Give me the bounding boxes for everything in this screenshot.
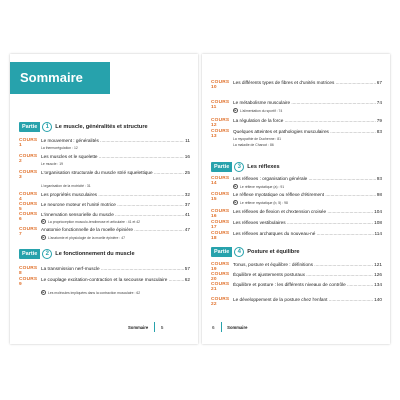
cours-label: COURS 19 (211, 262, 230, 272)
subentry-text: Les molécules impliquées dans la contraction musculaire : 62 (48, 290, 141, 295)
cours-title: Tonus, posture et équilibre : définitions ..... (233, 262, 373, 267)
cours-title: Les réflexes de flexion et d'extension croisée ..... (233, 209, 373, 214)
part-number: 3 (234, 162, 244, 172)
toc-entry-cours-9[interactable] (19, 277, 190, 287)
cours-title: Anatomie fonctionnelle de la moelle épinière ..... (41, 227, 184, 232)
cours-label: COURS 17 (211, 220, 230, 230)
page-number: 37 (184, 202, 190, 207)
toc-entry-cours-12[interactable] (211, 118, 382, 128)
subentry-text: L'organisation de la motricité : 31 (41, 184, 91, 188)
toc-entry-cours-22[interactable] (211, 297, 382, 307)
page-number: 67 (376, 80, 382, 85)
page-number: 83 (376, 129, 382, 134)
toc-subentry[interactable] (233, 137, 382, 141)
page-number: 108 (374, 220, 382, 225)
page-number: 47 (184, 227, 190, 232)
cours-label: COURS 16 (211, 209, 230, 219)
page-number: 126 (374, 272, 382, 277)
cours-label: COURS 2 (19, 154, 38, 164)
cours-label: COURS 18 (211, 231, 230, 241)
cours-label: COURS 9 (19, 277, 38, 287)
cours-title: Les réflexes : organisation générale ..... (233, 176, 376, 181)
subentry-text: La myopathie de Duchenne : 81 (233, 137, 282, 141)
toc-entry-cours-8[interactable] (19, 266, 190, 276)
toc-entry-cours-10[interactable] (211, 80, 382, 90)
page-number: 41 (184, 212, 190, 217)
footer-label: Sommaire (227, 324, 248, 330)
footer-label: Sommaire (128, 324, 149, 330)
play-icon: ▶ (42, 291, 45, 294)
page-number: 121 (374, 262, 382, 267)
play-icon: ▶ (234, 109, 237, 112)
page-number: 62 (184, 277, 190, 282)
subentry-text: L'alimentation du sportif : 74 (240, 108, 283, 113)
part-header-3[interactable] (211, 162, 280, 172)
right-page (202, 54, 390, 344)
cours-label: COURS 8 (19, 266, 38, 276)
part-number: 4 (234, 247, 244, 257)
cours-label: COURS 22 (211, 297, 230, 307)
part-number: 2 (42, 249, 52, 259)
toc-subentry[interactable] (41, 162, 190, 166)
page-number: 11 (185, 138, 190, 143)
toc-entry-cours-21[interactable] (211, 282, 382, 292)
cours-title: Équilibre et posture : les différents niveaux de contrôle ..... (233, 282, 373, 287)
cours-title: L'organisation structurale du muscle strié squelettique ..... (41, 170, 184, 175)
part-tag: Partie (19, 249, 40, 259)
footer-divider (221, 322, 222, 332)
cours-title: Les propriétés musculaires ..... (41, 192, 184, 197)
play-icon: ▶ (42, 220, 45, 223)
part-tag: Partie (211, 247, 232, 257)
subentry-text: La proprioception musculo-tendineuse et articulaire : 41 et 42 (48, 219, 140, 224)
subentry-text: La thermorégulation : 12 (41, 146, 78, 150)
toc-subentry[interactable] (233, 108, 382, 113)
part-title: Le muscle, généralités et structure (55, 124, 148, 130)
part-title: Posture et équilibre (247, 249, 300, 255)
play-icon: ▶ (42, 236, 45, 239)
toc-entry-cours-5[interactable] (19, 202, 190, 212)
part-header-2[interactable] (19, 249, 135, 259)
cours-title: Les muscles et le squelette ..... (41, 154, 184, 159)
cours-label: COURS 6 (19, 212, 38, 222)
footer-page-number: 6 (212, 324, 215, 330)
page-footer (128, 322, 163, 332)
toc-subentry[interactable] (41, 184, 190, 188)
page-footer (212, 322, 247, 332)
toc-subentry[interactable] (41, 146, 190, 150)
toc-subentry[interactable] (233, 184, 382, 189)
page-number: 79 (376, 118, 382, 123)
cours-title: Le développement de la posture chez l'enfant ..... (233, 297, 373, 302)
part-header-4[interactable] (211, 247, 300, 257)
toc-subentry[interactable] (41, 290, 190, 295)
sommaire-banner (10, 62, 110, 94)
sommaire-title: Sommaire (20, 70, 83, 85)
toc-entry-cours-20[interactable] (211, 272, 382, 282)
cours-label: COURS 4 (19, 192, 38, 202)
footer-divider (154, 322, 155, 332)
toc-entry-cours-17[interactable] (211, 220, 382, 230)
page-number: 98 (376, 192, 382, 197)
cours-label: COURS 7 (19, 227, 38, 237)
cours-label: COURS 3 (19, 170, 38, 180)
cours-label: COURS 5 (19, 202, 38, 212)
part-tag: Partie (19, 122, 40, 132)
page-number: 16 (184, 154, 190, 159)
part-tag: Partie (211, 162, 232, 172)
cours-label: COURS 11 (211, 100, 230, 110)
cours-label: COURS 10 (211, 80, 230, 90)
part-header-1[interactable] (19, 122, 148, 132)
cours-title: Le neurone moteur et l'unité motrice ..... (41, 202, 184, 207)
toc-entry-cours-4[interactable] (19, 192, 190, 202)
cours-title: Les différents types de fibres et d'unités motrices ..... (233, 80, 376, 85)
cours-title: Le mouvement : généralités ..... (41, 138, 184, 143)
cours-label: COURS 15 (211, 192, 230, 202)
cours-title: La régulation de la force ..... (233, 118, 376, 123)
page-number: 140 (374, 297, 382, 302)
page-number: 114 (374, 231, 382, 236)
page-number: 32 (184, 192, 190, 197)
part-number: 1 (42, 122, 52, 132)
cours-title: La transmission nerf-muscle ..... (41, 266, 184, 271)
subentry-text: La maladie de Charcot : 86 (233, 143, 274, 147)
toc-entry-cours-19[interactable] (211, 262, 382, 272)
cours-title: Quelques atteintes et pathologies musculaires ..... (233, 129, 376, 134)
cours-label: COURS 1 (19, 138, 38, 148)
cours-title: Le réflexe myotatique ou réflexe d'étirement ..... (233, 192, 376, 197)
toc-subentry[interactable] (41, 235, 190, 240)
cours-title: Les réflexes archaïques du nouveau-né ..... (233, 231, 374, 236)
toc-entry-cours-16[interactable] (211, 209, 382, 219)
toc-subentry[interactable] (233, 200, 382, 205)
toc-subentry[interactable] (41, 219, 190, 224)
play-icon: ▶ (234, 185, 237, 188)
part-title: Le fonctionnement du muscle (55, 251, 135, 257)
subentry-text: Le muscle : 19 (41, 162, 64, 166)
cours-title: Le couplage excitation-contraction et la secousse musculaire ..... (41, 277, 184, 282)
page-number: 104 (374, 209, 382, 214)
left-page (10, 54, 198, 344)
cours-title: Le métabolisme musculaire ..... (233, 100, 376, 105)
cours-label: COURS 20 (211, 272, 230, 282)
cours-title: L'innervation sensorielle du muscle ..... (41, 212, 184, 217)
toc-subentry[interactable] (233, 143, 382, 147)
subentry-text: Le réflexe myotatique (a) : 91 (240, 184, 285, 189)
toc-entry-cours-3[interactable] (19, 170, 190, 180)
footer-page-number: 5 (160, 324, 164, 330)
page-number: 93 (376, 176, 382, 181)
cours-label: COURS 14 (211, 176, 230, 186)
cours-label: COURS 12 (211, 118, 230, 128)
cours-label: COURS 13 (211, 129, 230, 139)
subentry-text: Le réflexe myotatique (b, 5) : 98 (240, 200, 288, 205)
cours-label: COURS 21 (211, 282, 230, 292)
cours-title: Équilibre et ajustements posturaux ..... (233, 272, 373, 277)
play-icon: ▶ (234, 201, 237, 204)
page-number: 74 (376, 100, 382, 105)
part-title: Les réflexes (247, 164, 280, 170)
page-number: 134 (374, 282, 382, 287)
subentry-text: L'anatomie et physiologie de la moelle épinière : 47 (48, 235, 125, 240)
page-number: 57 (184, 266, 190, 271)
toc-entry-cours-18[interactable] (211, 231, 382, 241)
cours-title: Les réflexes vestibulaires ..... (233, 220, 373, 225)
page-number: 25 (184, 170, 190, 175)
